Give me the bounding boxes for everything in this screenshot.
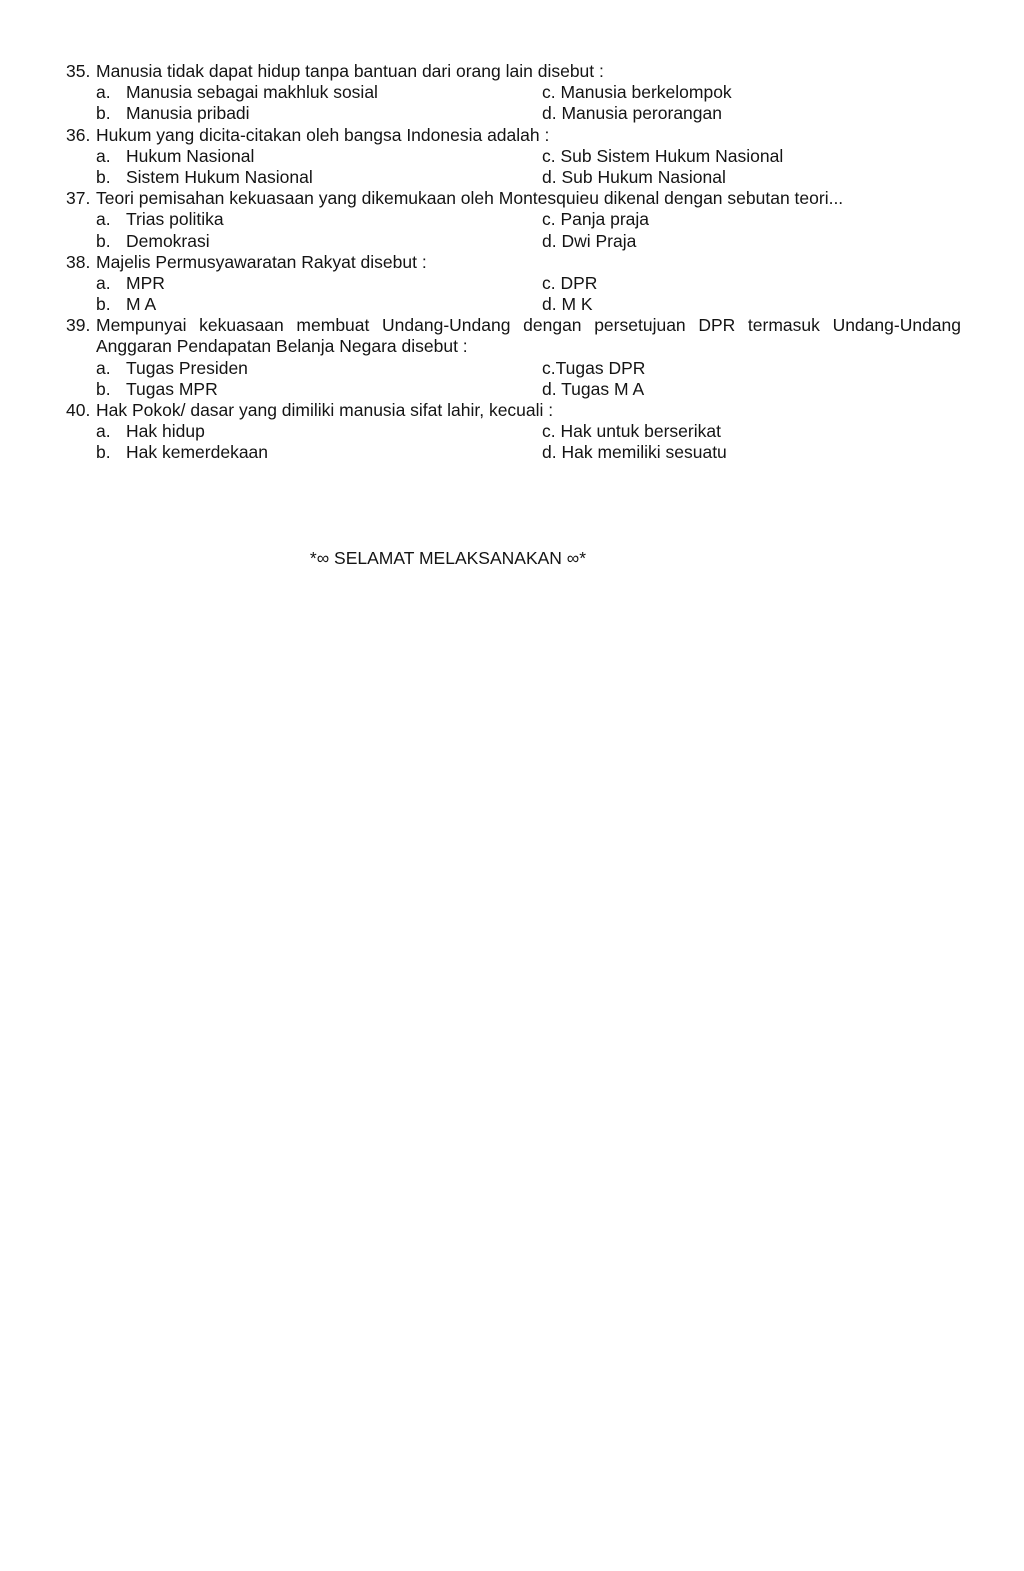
question-list [66,61,961,464]
question-36 [66,125,961,146]
option-letter: a. [96,421,111,442]
option-a [96,146,254,167]
option-row [66,231,961,252]
question-text: Teori pemisahan kekuasaan yang dikemukaan oleh Montesquieu dikenal dengan sebutan teori... [96,188,844,209]
option-d: d. Dwi Praja [542,230,637,251]
question-number: 36. [66,124,91,145]
option-letter: b. [96,230,111,251]
question-number: 39. [66,315,91,336]
option-a [96,82,378,103]
question-40 [66,400,961,421]
option-row [66,294,961,315]
option-d: d. Hak memiliki sesuatu [542,442,727,463]
option-b [96,379,218,400]
option-d: d. Manusia perorangan [542,103,722,124]
option-row [66,358,961,379]
option-text: MPR [126,272,165,293]
option-letter: b. [96,442,111,463]
option-letter: a. [96,82,111,103]
option-letter: b. [96,294,111,315]
option-c: c. Manusia berkelompok [542,82,732,103]
option-row [66,167,961,188]
option-text: Hak kemerdekaan [126,442,269,463]
option-row [66,379,961,400]
option-c: c. Sub Sistem Hukum Nasional [542,145,784,166]
option-b [96,167,313,188]
option-text: Hak hidup [126,421,205,442]
option-row [66,442,961,463]
option-letter: a. [96,357,111,378]
option-a [96,209,224,230]
option-text: Manusia sebagai makhluk sosial [126,82,378,103]
option-row [66,421,961,442]
option-letter: b. [96,166,111,187]
option-text: M A [126,294,157,315]
option-letter: a. [96,272,111,293]
option-c: c. Panja praja [542,209,650,230]
option-d: d. M K [542,294,593,315]
option-letter: a. [96,209,111,230]
option-row [66,209,961,230]
question-text: Manusia tidak dapat hidup tanpa bantuan dari orang lain disebut : [96,61,604,81]
option-text: Tugas MPR [126,378,218,399]
question-number: 37. [66,188,91,209]
option-letter: b. [96,378,111,399]
option-text: Hukum Nasional [126,145,255,166]
option-c: c.Tugas DPR [542,357,646,378]
option-b [96,103,250,124]
question-text: Mempunyai kekuasaan membuat Undang-Undang dengan persetujuan DPR termasuk Undang-Undang [96,315,961,336]
closing-message: *∞ SELAMAT MELAKSANAKAN ∞* [309,548,587,568]
question-35 [66,61,961,82]
option-row [66,146,961,167]
option-c: c. Hak untuk berserikat [542,421,721,442]
question-38 [66,252,961,273]
option-row [66,273,961,294]
option-row [66,82,961,103]
option-c: c. DPR [542,272,598,293]
option-b [96,442,268,463]
option-b [96,294,156,315]
question-37 [66,188,961,209]
question-text: Hak Pokok/ dasar yang dimiliki manusia sifat lahir, kecuali : [96,400,554,420]
question-number: 38. [66,251,91,272]
option-text: Demokrasi [126,230,210,251]
option-text: Trias politika [126,209,224,230]
option-letter: a. [96,145,111,166]
option-a [96,358,248,379]
option-a [96,421,205,442]
question-39 [66,315,961,336]
option-d: d. Tugas M A [542,378,645,399]
option-text: Sistem Hukum Nasional [126,166,313,187]
option-text: Manusia pribadi [126,103,250,124]
question-number: 35. [66,61,91,81]
question-text: Majelis Permusyawaratan Rakyat disebut : [96,251,427,272]
question-text-continuation: Anggaran Pendapatan Belanja Negara disebut : [96,336,468,357]
option-d: d. Sub Hukum Nasional [542,166,726,187]
option-letter: b. [96,103,111,124]
option-text: Tugas Presiden [126,357,248,378]
question-text: Hukum yang dicita-citakan oleh bangsa Indonesia adalah : [96,124,550,145]
option-a [96,273,165,294]
option-row [66,103,961,124]
option-b [96,231,210,252]
question-number: 40. [66,400,91,420]
